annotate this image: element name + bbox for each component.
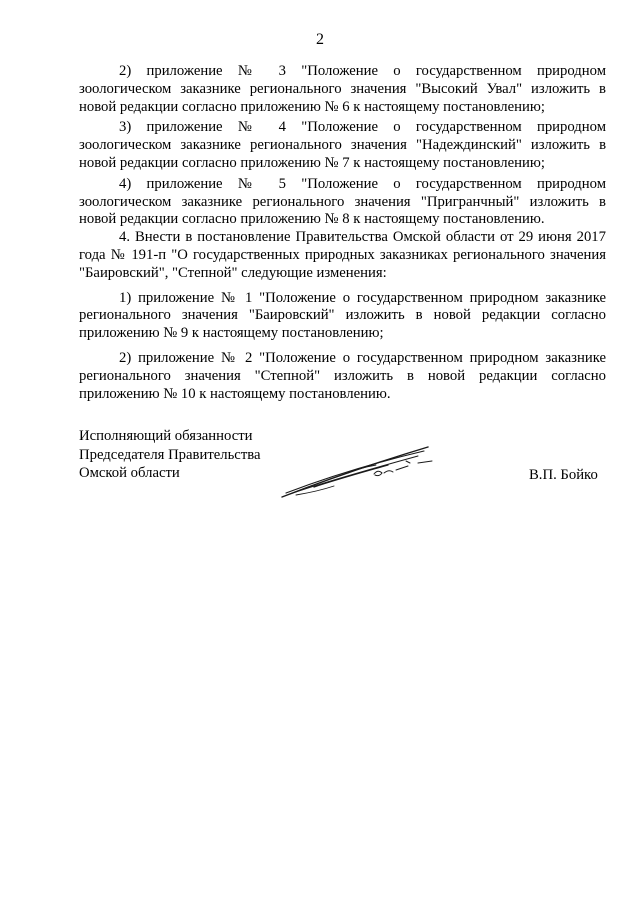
page-number: 2 bbox=[316, 31, 324, 48]
paragraph-item-4: 4) приложение № 5 "Положение о государственном природном зоологическом заказнике регионального значения "Пригранчный" изложить в новой редакции согласно приложению № 8 к настоящему постановлению. bbox=[79, 175, 606, 228]
paragraph-amendment-2: 2) приложение № 2 "Положение о государственном природном заказнике регионального значения "Степной" изложить в новой редакции согласно приложению № 10 к настоящему постановлению. bbox=[79, 349, 606, 402]
paragraph-amendment-1: 1) приложение № 1 "Положение о государственном природном заказнике регионального значения "Баировский" изложить в новой редакции согласно приложению № 9 к настоящему постановлению; bbox=[79, 289, 606, 342]
signatory-name: В.П. Бойко bbox=[529, 467, 598, 483]
signatory-position-line: Омской области bbox=[79, 465, 180, 481]
paragraph-item-2: 2) приложение № 3 "Положение о государственном природном зоологическом заказнике регионального значения "Высокий Увал" изложить в новой редакции согласно приложению № 6 к настоящему постановлению; bbox=[79, 63, 606, 115]
document-body bbox=[79, 63, 606, 403]
signatory-position-line: Исполняющий обязанности bbox=[79, 428, 253, 444]
handwritten-signature bbox=[278, 443, 436, 501]
paragraph-item-3: 3) приложение № 4 "Положение о государственном природном зоологическом заказнике регионального значения "Надеждинский" изложить в новой редакции согласно приложению № 7 к настоящему постановлению; bbox=[79, 119, 606, 171]
signatory-position bbox=[79, 427, 261, 483]
signatory-position-line: Председателя Правительства bbox=[79, 446, 261, 463]
paragraph-point-4: 4. Внести в постановление Правительства Омской области от 29 июня 2017 года № 191-п "О государственных природных заказниках регионального значения "Баировский", "Степной" следующие изменения: bbox=[79, 229, 606, 281]
